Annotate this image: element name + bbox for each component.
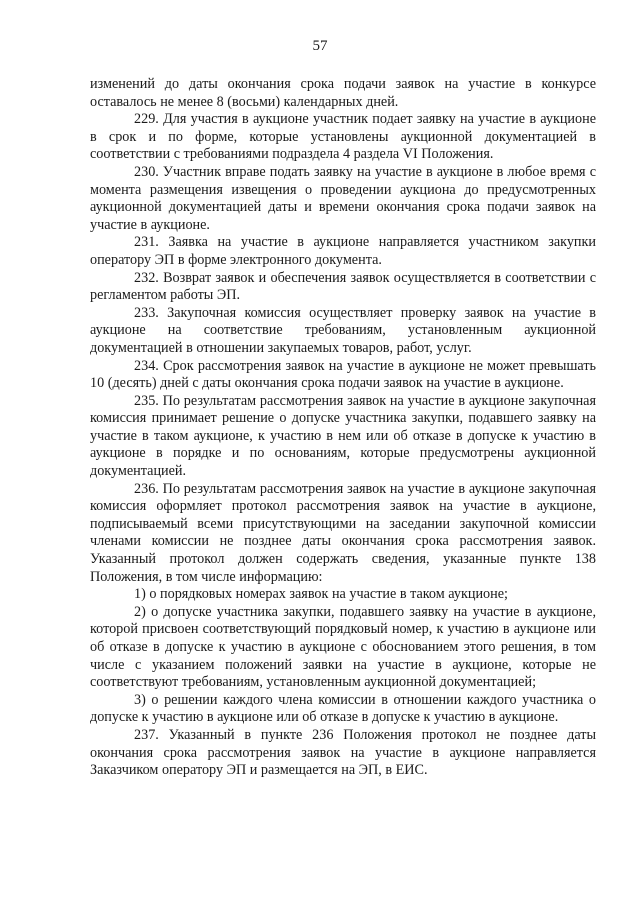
paragraph-continuation: изменений до даты окончания срока подачи заявок на участие в конкурсе оставалось не менее 8 (восьми) календарных дней. [90,76,596,110]
paragraph-234: 234. Срок рассмотрения заявок на участие в аукционе не может превышать 10 (десять) дней с даты окончания срока подачи заявок на участие в аукционе. [90,357,596,392]
list-item-1: 1) о порядковых номерах заявок на участие в таком аукционе; [134,586,508,603]
paragraph-230: 230. Участник вправе подать заявку на участие в аукционе в любое время с момента размещения извещения о проведении аукциона до предусмотренных аукционной документацией даты и времени окончания срока подачи заявок на участие в аукционе. [90,163,596,233]
paragraph-235: 235. По результатам рассмотрения заявок на участие в аукционе закупочная комиссия принимает решение о допуске участника закупки, подавшего заявку на участие в таком аукционе, к участию в нем или об отказе в допуске к участию в аукционе в порядке и по основаниям, которые предусмотрены аукционной документацией. [90,392,596,480]
paragraph-237: 237. Указанный в пункте 236 Положения протокол не позднее даты окончания срока рассмотрения заявок на участие в аукционе направляется Заказчиком оператору ЭП и размещается на ЭП, в ЕИС. [90,726,596,779]
list-item-2: 2) о допуске участника закупки, подавшего заявку на участие в аукционе, которой присвоен соответствующий порядковый номер, к участию в аукционе или об отказе в допуске к участию в аукционе с обоснованием этого решения, в том числе с указанием положений заявки на участие в аукционе, которые не соответствуют требованиям, установленным аукционной документацией; [90,603,596,691]
page-number: 57 [312,38,328,54]
paragraph-229: 229. Для участия в аукционе участник подает заявку на участие в аукционе в срок и по форме, которые установлены аукционной документацией в соответствии с требованиями подраздела 4 раздела VI Положения. [90,111,596,163]
paragraph-236: 236. По результатам рассмотрения заявок на участие в аукционе закупочная комиссия оформляет протокол рассмотрения заявок на участие в аукционе, подписываемый всеми присутствующими на заседании закупочной комиссии членами комиссии не позднее даты окончания срока рассмотрения заявок. Указанный протокол должен содержать сведения, указанные пункте 138 Положения, в том числе информацию: [90,480,596,585]
document-body [90,76,596,780]
paragraph-232: 232. Возврат заявок и обеспечения заявок осуществляется в соответствии с регламентом работы ЭП. [90,269,596,304]
list-item-3: 3) о решении каждого члена комиссии в отношении каждого участника о допуске к участию в аукционе или об отказе в допуске к участию в аукционе. [90,691,596,726]
paragraph-231: 231. Заявка на участие в аукционе направляется участником закупки оператору ЭП в форме электронного документа. [90,234,596,268]
paragraph-233: 233. Закупочная комиссия осуществляет проверку заявок на участие в аукционе на соответствие требованиям, установленным аукционной документацией в отношении закупаемых товаров, работ, услуг. [90,304,596,356]
